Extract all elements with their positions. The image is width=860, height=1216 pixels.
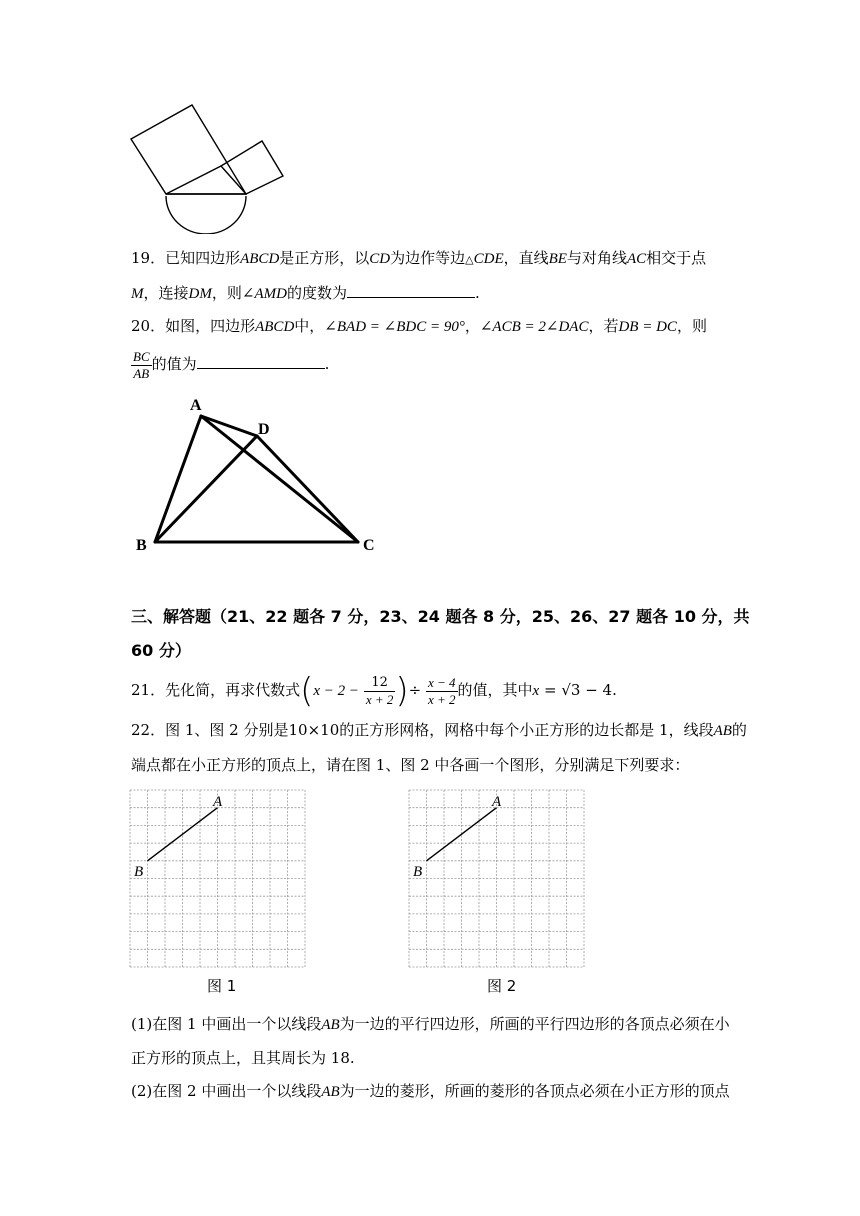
- q20-figure: [132, 390, 382, 560]
- q20-answer-blank[interactable]: [197, 354, 325, 369]
- grid-figure-2: [407, 788, 589, 974]
- fig1-caption: 图 1: [207, 977, 237, 995]
- q20-label-b: B: [136, 537, 147, 554]
- q20-line2: $\frac{BC}{AB}$ 的值为 .: [133, 348, 330, 381]
- q21-fraction2: $\frac{x - 4}{x + 2}$: [427, 674, 456, 707]
- fig2-caption: 图 2: [487, 977, 517, 995]
- grid1-label-a: A: [213, 794, 223, 810]
- grid1-label-b: B: [134, 864, 144, 880]
- q20-line1: 20．如图，四边形ABCD中，∠BAD = ∠BDC = 90°，∠ACB = 2∠DAC，若DB = DC，则: [131, 317, 707, 335]
- q20-label-a: A: [190, 397, 202, 414]
- grid-figure-1: [128, 788, 310, 974]
- q19-answer-blank[interactable]: [347, 283, 475, 298]
- q19-line2: M，连接DM，则∠AMD的度数为 .: [131, 284, 480, 302]
- q20-label-d: D: [258, 421, 270, 438]
- q21-fraction1: $\frac{12}{x + 2}$: [365, 674, 394, 707]
- q22-part1-line1: (1)在图 1 中画出一个以线段AB为一边的平行四边形，所画的平行四边形的各顶点必须在小: [131, 1015, 730, 1033]
- q19-line1: 19．已知四边形ABCD是正方形，以CD为边作等边△CDE，直线BE与对角线AC相交于点: [131, 249, 707, 267]
- q22-line1: 22．图 1、图 2 分别是10×10的正方形网格，网格中每个小正方形的边长都是 1，线段AB的: [131, 721, 747, 739]
- q18-figure: [128, 102, 288, 234]
- q22-line2: 端点都在小正方形的顶点上，请在图 1、图 2 中各画一个图形，分别满足下列要求：: [131, 756, 690, 774]
- q22-part2-line1: (2)在图 2 中画出一个以线段AB为一边的菱形，所画的菱形的各顶点必须在小正方形的顶点: [131, 1082, 730, 1100]
- section3-heading-line1: 三、解答题（21、22 题各 7 分，23、24 题各 8 分，25、26、27 题各 10 分，共: [131, 607, 750, 626]
- grid2-label-a: A: [492, 794, 502, 810]
- q22-part1-line2: 正方形的顶点上，且其周长为 18.: [131, 1049, 355, 1067]
- grid2-label-b: B: [413, 864, 423, 880]
- q21-line: 21．先化简，再求代数式(x − 2 − $\frac{12}{x + 2}$ )÷ $\frac{x - 4}{x + 2}$ 的值，其中x = √3 − 4.: [131, 671, 617, 711]
- section3-heading-line2: 60 分）: [131, 641, 191, 660]
- q20-fraction: $\frac{BC}{AB}$: [133, 348, 150, 381]
- q20-label-c: C: [363, 537, 375, 554]
